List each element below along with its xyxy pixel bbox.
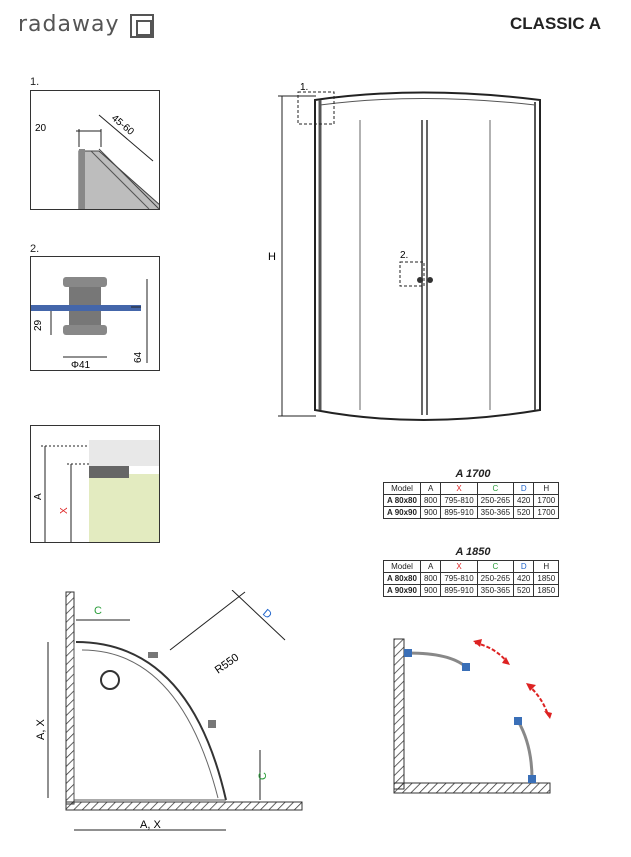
detail-1-dim-a: 20 (35, 123, 47, 134)
header-c: C (477, 483, 513, 495)
detail-1-label: 1. (30, 76, 40, 88)
table-row (384, 495, 559, 507)
header-h: H (534, 483, 559, 495)
detail-1-panel (30, 90, 160, 210)
detail-1-drawing (31, 91, 160, 210)
plan-dim-ax-bottom: A, X (140, 819, 161, 831)
cell: 1700 (534, 507, 559, 519)
detail-2-panel (30, 256, 160, 371)
brand-logo: radaway (18, 12, 120, 37)
logo-square-icon (130, 14, 154, 38)
opening-diagram (390, 635, 560, 800)
spec-table-1850 (383, 560, 559, 597)
plan-dim-c-top: C (94, 605, 102, 617)
model-title: CLASSIC A (510, 14, 601, 33)
table-1850-caption: A 1850 (455, 546, 491, 558)
cell: 250-265 (477, 573, 513, 585)
detail-1-dim-b: 45-60 (109, 112, 136, 138)
header-x: X (441, 483, 477, 495)
plan-dim-d: D (260, 607, 274, 622)
header-model: Model (384, 561, 421, 573)
cell: 1700 (534, 495, 559, 507)
detail-2-dim-d: Φ41 (71, 360, 91, 371)
plan-radius: R550 (212, 651, 242, 677)
header-c: C (477, 561, 513, 573)
cell: 1850 (534, 585, 559, 597)
detail-2-drawing (31, 257, 160, 371)
front-elevation (260, 80, 560, 460)
cell: 520 (514, 507, 534, 519)
cell: 520 (514, 585, 534, 597)
cell: 350-365 (477, 507, 513, 519)
cell: 895-910 (441, 585, 477, 597)
spec-table-1700 (383, 482, 559, 519)
detail-3-panel (30, 425, 160, 543)
detail-3-dim-x: X (59, 507, 70, 514)
cell: 420 (514, 573, 534, 585)
cell: 795-810 (441, 495, 477, 507)
cell: A 90x90 (384, 585, 421, 597)
cell: 800 (420, 495, 440, 507)
cell: 900 (420, 507, 440, 519)
cell: 895-910 (441, 507, 477, 519)
cell: 800 (420, 573, 440, 585)
cell: 1850 (534, 573, 559, 585)
plan-dim-ax-left: A, X (35, 719, 47, 740)
front-callout-2: 2. (400, 250, 409, 261)
table-row (384, 585, 559, 597)
header-d: D (514, 483, 534, 495)
header-a: A (420, 561, 440, 573)
cell: 420 (514, 495, 534, 507)
header-a: A (420, 483, 440, 495)
cell: A 80x80 (384, 495, 421, 507)
table-row (384, 507, 559, 519)
detail-3-drawing (31, 426, 160, 543)
detail-3-dim-a: A (33, 493, 44, 500)
header-h: H (534, 561, 559, 573)
cell: A 90x90 (384, 507, 421, 519)
header-d: D (514, 561, 534, 573)
table-row (384, 573, 559, 585)
plan-dim-c-right: C (257, 772, 269, 780)
detail-2-dim-h2: 64 (133, 351, 144, 363)
table-1700-caption: A 1700 (455, 468, 491, 480)
detail-2-dim-h: 29 (33, 319, 44, 331)
front-height-label: H (268, 251, 276, 263)
detail-2-label: 2. (30, 243, 40, 255)
cell: 250-265 (477, 495, 513, 507)
header-x: X (441, 561, 477, 573)
header-model: Model (384, 483, 421, 495)
cell: 900 (420, 585, 440, 597)
cell: 350-365 (477, 585, 513, 597)
cell: 795-810 (441, 573, 477, 585)
front-callout-1: 1. (300, 82, 309, 93)
plan-view (30, 590, 320, 840)
cell: A 80x80 (384, 573, 421, 585)
